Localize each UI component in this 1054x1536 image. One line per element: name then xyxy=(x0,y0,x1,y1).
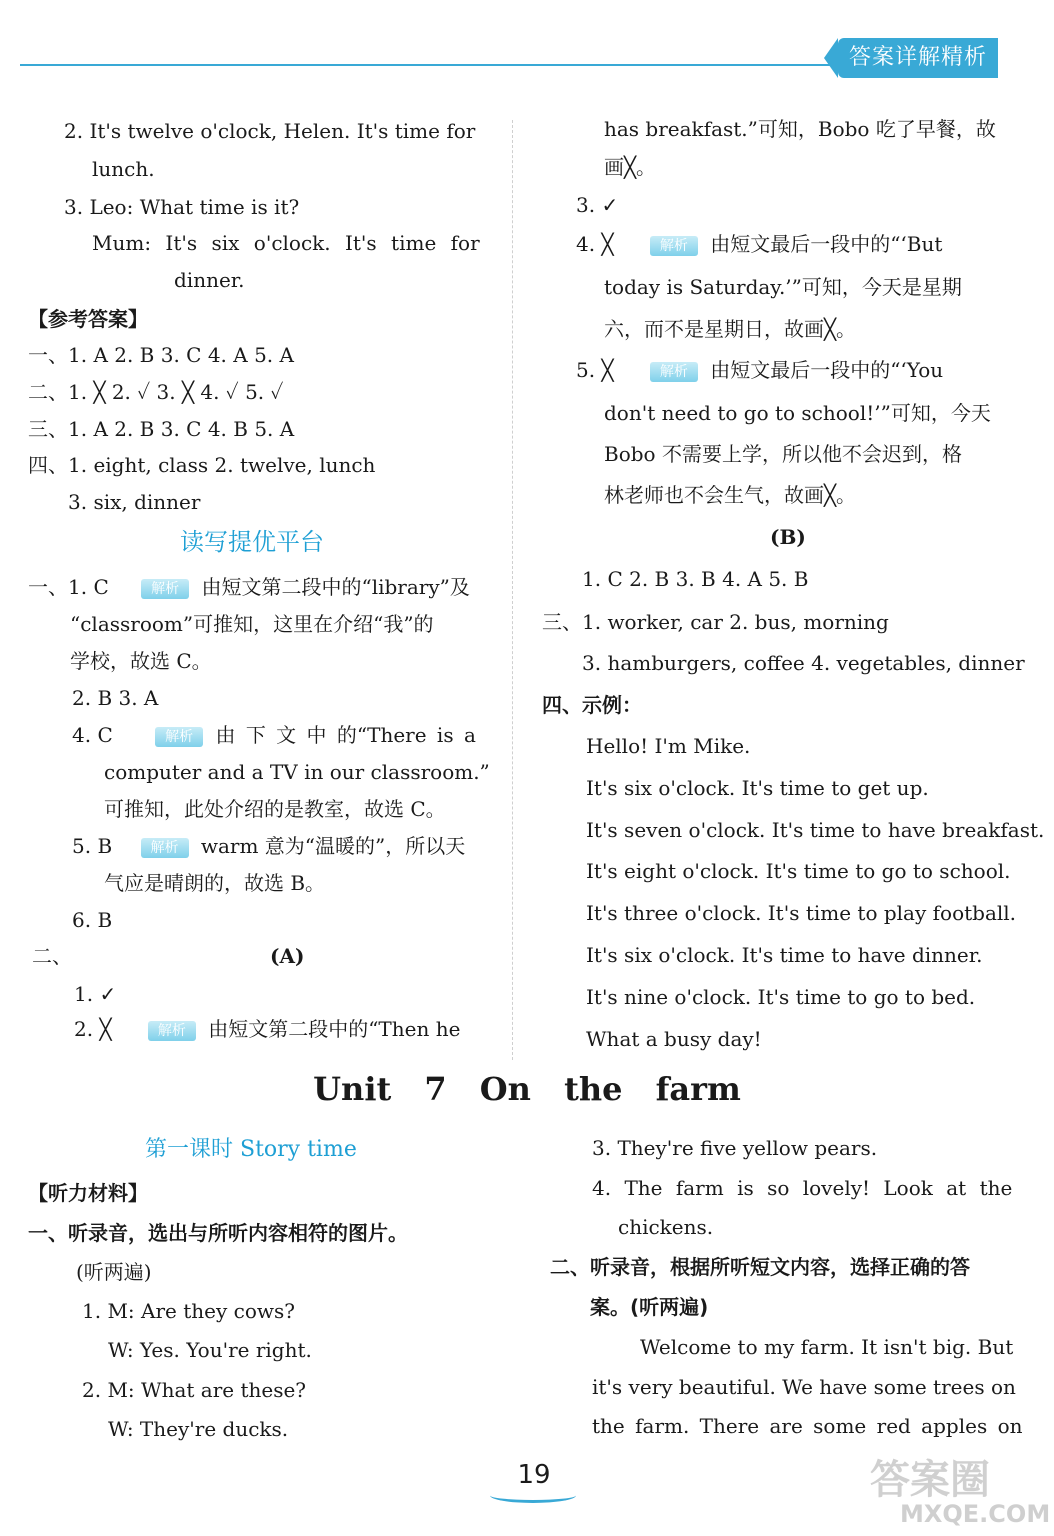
answers-row-1: 一、1. A 2. B 3. C 4. A 5. A xyxy=(28,343,294,367)
section-title-reading-writing: 读写提优平台 xyxy=(180,528,324,556)
r5-number: 5. ╳ xyxy=(576,358,614,382)
analysis-badge-icon: 解析 xyxy=(141,579,189,599)
r4-explanation: 由短文最后一段中的“‘But xyxy=(710,232,943,256)
q1-explanation: 由短文第二段中的“library”及 xyxy=(201,575,470,599)
analysis-badge-icon: 解析 xyxy=(650,236,698,256)
analysis-badge-icon: 解析 xyxy=(155,727,203,747)
answers-row-3: 三、1. A 2. B 3. C 4. B 5. A xyxy=(28,417,295,441)
essay-line: It's seven o'clock. It's time to have breakfast. xyxy=(586,818,1045,842)
r4-line-1 xyxy=(576,231,942,257)
dialog-line: W: They're ducks. xyxy=(108,1417,289,1441)
q4-number: 4. C xyxy=(72,723,113,747)
listening-task-1: 一、听录音，选出与所听内容相符的图片。 xyxy=(28,1221,408,1245)
section-2-part-a: (A) xyxy=(270,944,305,968)
q5-line-2: 气应是晴朗的，故选 B。 xyxy=(104,871,326,895)
r5-explanation: 由短文最后一段中的“‘You xyxy=(710,358,944,382)
q4-line-3: 可推知，此处介绍的是教室，故选 C。 xyxy=(104,797,446,821)
dialog-line: W: Yes. You're right. xyxy=(108,1338,312,1362)
essay-line: Hello! I'm Mike. xyxy=(586,734,751,758)
essay-line: It's six o'clock. It's time to have dinner. xyxy=(586,943,983,967)
section-3-line-1: 三、1. worker, car 2. bus, morning xyxy=(542,610,889,634)
lesson-title: 第一课时 Story time xyxy=(145,1137,357,1162)
q2-q3-answers: 2. B 3. A xyxy=(72,686,159,710)
q4-explanation: 由 下 文 中 的“There is a xyxy=(215,723,476,747)
listening-line: 3. They're five yellow pears. xyxy=(592,1136,878,1160)
section-4-label: 四、示例： xyxy=(542,693,642,717)
essay-line: It's nine o'clock. It's time to go to bed. xyxy=(586,985,976,1009)
r5-line-2: don't need to go to school!’”可知，今天 xyxy=(604,401,991,425)
dialog-line: 1. M: Are they cows? xyxy=(82,1299,295,1323)
a2-number: 2. ╳ xyxy=(74,1017,112,1041)
q1-line-2: “classroom”可推知，这里在介绍“我”的 xyxy=(70,612,434,636)
right-line-2: 画╳。 xyxy=(604,155,657,179)
q1-number: 一、1. C xyxy=(28,575,109,599)
part-b-label: (B) xyxy=(770,525,806,549)
q5-number: 5. B xyxy=(72,834,113,858)
r4-line-2: today is Saturday.’”可知，今天是星期 xyxy=(604,275,962,299)
q6-answer: 6. B xyxy=(72,908,113,932)
q1-line-3: 学校，故选 C。 xyxy=(70,649,212,673)
q1-line-1 xyxy=(28,574,470,600)
listening-line: 4. The farm is so lovely! Look at the xyxy=(592,1176,1013,1200)
r4-line-3: 六，而不是星期日，故画╳。 xyxy=(604,317,857,341)
listening-material-heading: 【听力材料】 xyxy=(28,1181,148,1205)
essay-line: What a busy day! xyxy=(586,1027,762,1051)
section-3-line-2: 3. hamburgers, coffee 4. vegetables, dinner xyxy=(582,651,1025,675)
r4-number: 4. ╳ xyxy=(576,232,614,256)
listen-twice-note: (听两遍) xyxy=(76,1260,152,1284)
reference-answer-heading: 【参考答案】 xyxy=(28,307,148,331)
part-b-answers: 1. C 2. B 3. B 4. A 5. B xyxy=(582,567,809,591)
answers-row-2: 二、1. ╳ 2. ✓ 3. ╳ 4. ✓ 5. ✓ xyxy=(28,380,284,404)
analysis-badge-icon: 解析 xyxy=(148,1021,196,1041)
answers-row-5: 3. six, dinner xyxy=(68,490,201,514)
dialog-line: 2. M: What are these? xyxy=(82,1378,307,1402)
header-rule xyxy=(20,64,850,66)
q4-line-1 xyxy=(72,722,476,748)
r5-line-1 xyxy=(576,357,943,383)
r5-line-3: Bobo 不需要上学，所以他不会迟到，格 xyxy=(604,442,962,466)
left-line-5: dinner. xyxy=(174,268,245,292)
analysis-badge-icon: 解析 xyxy=(141,838,189,858)
q5-explanation: warm 意为“温暖的”，所以天 xyxy=(200,834,466,858)
a2-line xyxy=(74,1016,460,1042)
page-number: 19 xyxy=(517,1460,551,1490)
listening-task-2: 二、听录音，根据所听短文内容，选择正确的答 xyxy=(550,1255,970,1279)
q4-line-2: computer and a TV in our classroom.” xyxy=(104,760,490,784)
left-line-2: lunch. xyxy=(92,157,155,181)
page-number-swoosh xyxy=(490,1488,576,1503)
section-2-label: 二、 xyxy=(32,944,72,968)
listening-line: chickens. xyxy=(618,1215,714,1239)
left-line-1: 2. It's twelve o'clock, Helen. It's time for xyxy=(64,119,476,143)
analysis-badge-icon: 解析 xyxy=(650,362,698,382)
right-line-1: has breakfast.”可知，Bobo 吃了早餐，故 xyxy=(604,117,996,141)
passage-line: it's very beautiful. We have some trees on xyxy=(592,1375,1016,1399)
watermark-url: MXQE.COM xyxy=(900,1500,1051,1528)
essay-line: It's eight o'clock. It's time to go to school. xyxy=(586,859,1011,883)
answers-row-4: 四、1. eight, class 2. twelve, lunch xyxy=(28,453,376,477)
q5-line-1 xyxy=(72,833,465,859)
column-divider xyxy=(512,120,513,1060)
a2-explanation: 由短文第二段中的“Then he xyxy=(208,1017,461,1041)
left-line-3: 3. Leo: What time is it? xyxy=(64,195,300,219)
passage-line: the farm. There are some red apples on xyxy=(592,1414,1023,1438)
essay-line: It's three o'clock. It's time to play football. xyxy=(586,901,1017,925)
watermark-logo: 答案圈 xyxy=(870,1457,990,1503)
header-tag: 答案详解精析 xyxy=(838,38,998,78)
left-line-4: Mum: It's six o'clock. It's time for xyxy=(92,231,480,255)
r5-line-4: 林老师也不会生气，故画╳。 xyxy=(604,483,857,507)
essay-line: It's six o'clock. It's time to get up. xyxy=(586,776,929,800)
r3-answer: 3. ✓ xyxy=(576,193,619,217)
listening-task-2-cont: 案。(听两遍) xyxy=(590,1295,709,1319)
unit-title: Unit 7 On the farm xyxy=(313,1070,741,1108)
a1-answer: 1. ✓ xyxy=(74,982,117,1006)
passage-line: Welcome to my farm. It isn't big. But xyxy=(640,1335,1014,1359)
